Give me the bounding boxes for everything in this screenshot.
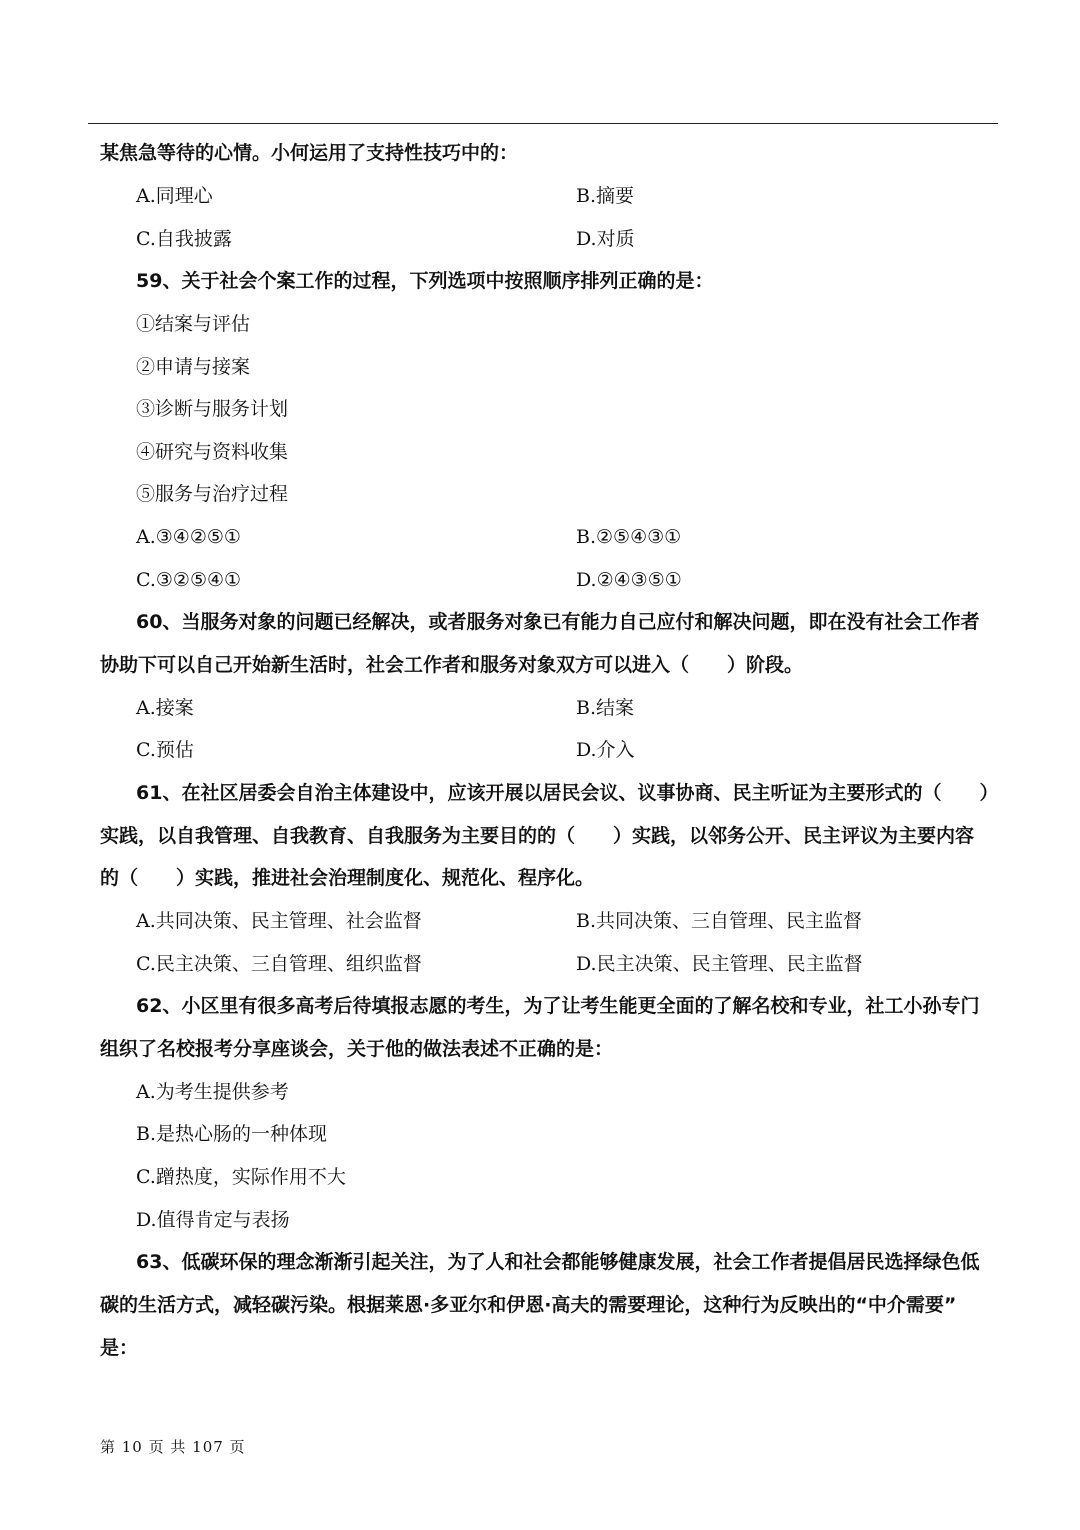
q59-item-1: ①结案与评估 <box>136 313 251 335</box>
q58-option-d: D.对质 <box>576 228 635 250</box>
q60-option-c: C.预估 <box>136 739 194 761</box>
q59-option-b: B.②⑤④③① <box>576 526 682 548</box>
q60-stem-line-1: 60、当服务对象的问题已经解决，或者服务对象已有能力自己应付和解决问题，即在没有社会工作者 <box>136 611 980 633</box>
q59-item-5: ⑤服务与治疗过程 <box>136 483 289 505</box>
q59-item-4: ④研究与资料收集 <box>136 441 289 463</box>
q58-option-b: B.摘要 <box>576 185 635 207</box>
q62-option-d: D.值得肯定与表扬 <box>136 1209 290 1231</box>
q59-option-c: C.③②⑤④① <box>136 569 242 591</box>
q59-stem: 59、关于社会个案工作的过程，下列选项中按照顺序排列正确的是： <box>136 270 714 292</box>
q60-option-b: B.结案 <box>576 697 635 719</box>
q61-option-a: A.共同决策、民主管理、社会监督 <box>136 910 422 932</box>
q63-stem-line-2: 碳的生活方式，减轻碳污染。根据莱恩·多亚尔和伊恩·高夫的需要理论，这种行为反映出的“中介需要” <box>100 1294 957 1316</box>
q60-stem-line-2: 协助下可以自己开始新生活时，社会工作者和服务对象双方可以进入（ ）阶段。 <box>100 654 804 676</box>
q61-option-d: D.民主决策、民主管理、民主监督 <box>576 953 863 975</box>
q60-option-d: D.介入 <box>576 739 635 761</box>
q61-stem-line-1: 61、在社区居委会自治主体建设中，应该开展以居民会议、议事协商、民主听证为主要形式的（ ） <box>136 782 999 804</box>
q62-option-c: C.蹭热度，实际作用不大 <box>136 1166 346 1188</box>
q59-option-a: A.③④②⑤① <box>136 526 241 548</box>
q62-stem-line-2: 组织了名校报考分享座谈会，关于他的做法表述不正确的是： <box>100 1038 614 1060</box>
q63-stem-line-3: 是： <box>100 1337 139 1359</box>
q63-stem-line-1: 63、低碳环保的理念渐渐引起关注，为了人和社会都能够健康发展，社会工作者提倡居民选择绿色低 <box>136 1251 980 1273</box>
q58-option-c: C.自我披露 <box>136 228 232 250</box>
q61-option-b: B.共同决策、三自管理、民主监督 <box>576 910 863 932</box>
q58-stem-tail: 某焦急等待的心情。小何运用了支持性技巧中的： <box>100 142 519 164</box>
q61-option-c: C.民主决策、三自管理、组织监督 <box>136 953 422 975</box>
q59-option-d: D.②④③⑤① <box>576 569 682 591</box>
q60-option-a: A.接案 <box>136 697 194 719</box>
q61-stem-line-3: 的（ ）实践，推进社会治理制度化、规范化、程序化。 <box>100 867 595 889</box>
q58-option-a: A.同理心 <box>136 185 213 207</box>
q62-option-b: B.是热心肠的一种体现 <box>136 1123 328 1145</box>
q62-option-a: A.为考生提供参考 <box>136 1081 289 1103</box>
page-number-footer: 第 10 页 共 107 页 <box>100 1438 246 1456</box>
q59-item-3: ③诊断与服务计划 <box>136 398 289 420</box>
header-divider <box>88 123 998 124</box>
q59-item-2: ②申请与接案 <box>136 356 251 378</box>
q62-stem-line-1: 62、小区里有很多高考后待填报志愿的考生，为了让考生能更全面的了解名校和专业，社工小孙专门 <box>136 995 980 1017</box>
q61-stem-line-2: 实践，以自我管理、自我教育、自我服务为主要目的的（ ）实践，以邻务公开、民主评议为主要内容 <box>100 825 975 847</box>
